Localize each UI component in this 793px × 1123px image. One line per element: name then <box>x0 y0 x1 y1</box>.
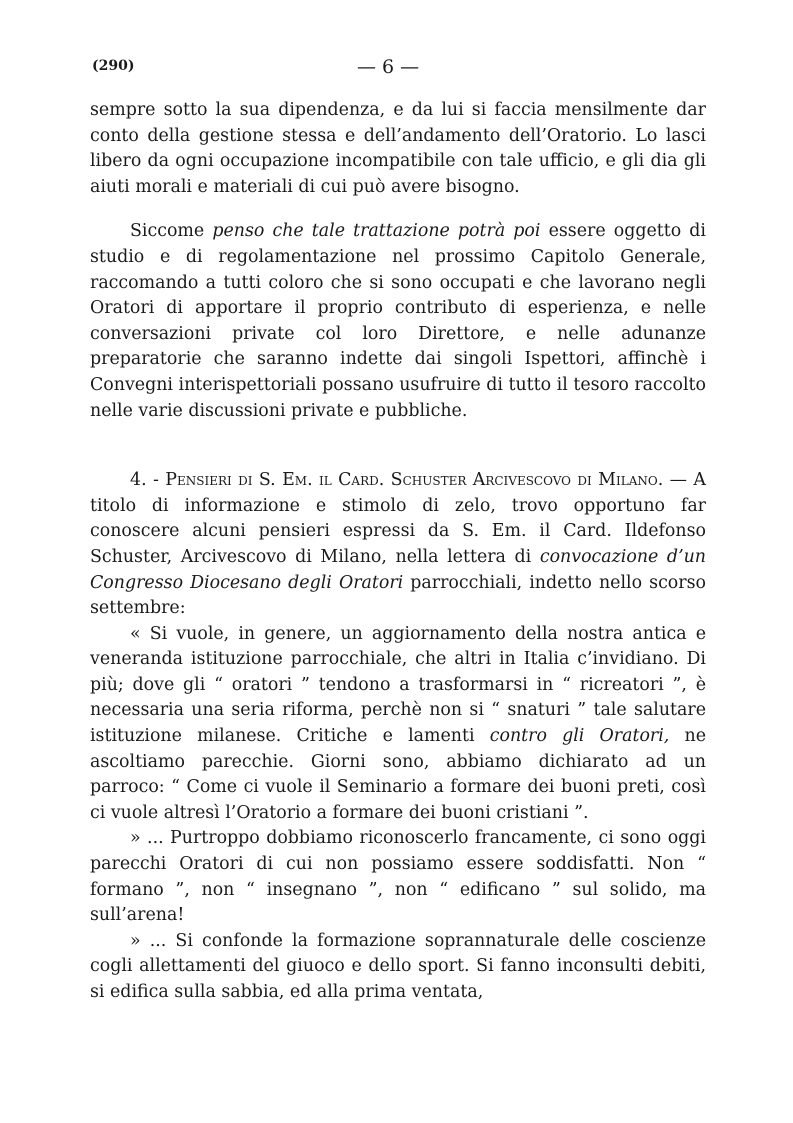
section-4-paragraph <box>90 468 706 622</box>
page-number: — 6 — <box>357 56 420 78</box>
quote-text: ne ascoltiamo parecchie. Giorni sono, abbiamo dichiarato ad un parroco: “ Come ci vuole il Seminario a formare dei buoni preti, così ci vuole altresì l’Oratorio a formare dei buoni cristiani ”. <box>90 726 706 823</box>
paragraph-text: — A titolo di informazione e stimolo di zelo, trovo opportuno far conoscere alcuni pensieri espressi da S. Em. il Card. Ildefonso Schuster, Arcivescovo di Milano, nella lettera di <box>90 470 706 567</box>
quote-paragraph-2: » ... Purtroppo dobbiamo riconoscerlo francamente, ci sono oggi parecchi Oratori di cui non possiamo essere soddisfatti. Non “ formano ”, non “ insegnano ”, non “ edificano ” sul solido, ma sull’arena! <box>90 828 706 926</box>
paragraph-text: essere oggetto di studio e di regolamentazione nel prossimo Capitolo Generale, raccomando a tutti coloro che si sono occupati e che lavorano negli Oratori di apportare il proprio contributo di esperienza, e nelle conversazioni private col loro Direttore, e nelle adunanze preparatorie che saranno indette dai singoli Ispettori, affinchè i Convegni interispettoriali possano usufruire di tutto il tesoro raccolto nelle varie discussioni private e pubbliche. <box>90 221 706 421</box>
quote-paragraph-3: » ... Si confonde la formazione soprannaturale delle coscienze cogli allettamenti del giuoco e dello sport. Si fanno inconsulti debiti, si edifica sulla sabbia, ed alla prima ventata, <box>90 930 706 1002</box>
quote-text: « Si vuole, in genere, un aggiornamento della nostra antica e veneranda istituzione parrocchiale, che altri in Italia c’invidiano. Di più; dove gli “ oratori ” tendono a trasformarsi in “ ricreatori ”, è necessaria una seria riforma, perchè non si “ snaturi ” tale salutare istituzione milanese. Critiche e lamenti <box>90 623 706 747</box>
paragraph-capitolo-generale <box>90 219 706 424</box>
page-body <box>90 98 706 1006</box>
paragraph-continuation: sempre sotto la sua dipendenza, e da lui si faccia mensilmente dar conto della gestione stessa e dell’andamento dell’Oratorio. Lo lasci libero da ogni occupazione incompatibile con tale ufficio, e gli dia gli aiuti morali e materiali di cui può avere bisogno. <box>90 100 706 197</box>
italic-phrase: penso che tale trattazione potrà poi <box>212 221 541 242</box>
quote-paragraph-1 <box>90 622 706 827</box>
paragraph-text: parrocchiali, indetto nello scorso settembre: <box>90 572 706 619</box>
section-heading: Pensieri di S. Em. il Card. Schuster Arcivescovo di Milano. <box>165 470 664 491</box>
page-header <box>92 58 712 82</box>
page-reference: (290) <box>92 58 135 74</box>
italic-phrase: convocazione d’un Congresso Diocesano degli Oratori <box>90 546 706 593</box>
italic-phrase: contro gli Oratori, <box>489 726 670 747</box>
section-number: 4. - <box>130 470 166 491</box>
paragraph-text: Siccome <box>130 221 213 242</box>
